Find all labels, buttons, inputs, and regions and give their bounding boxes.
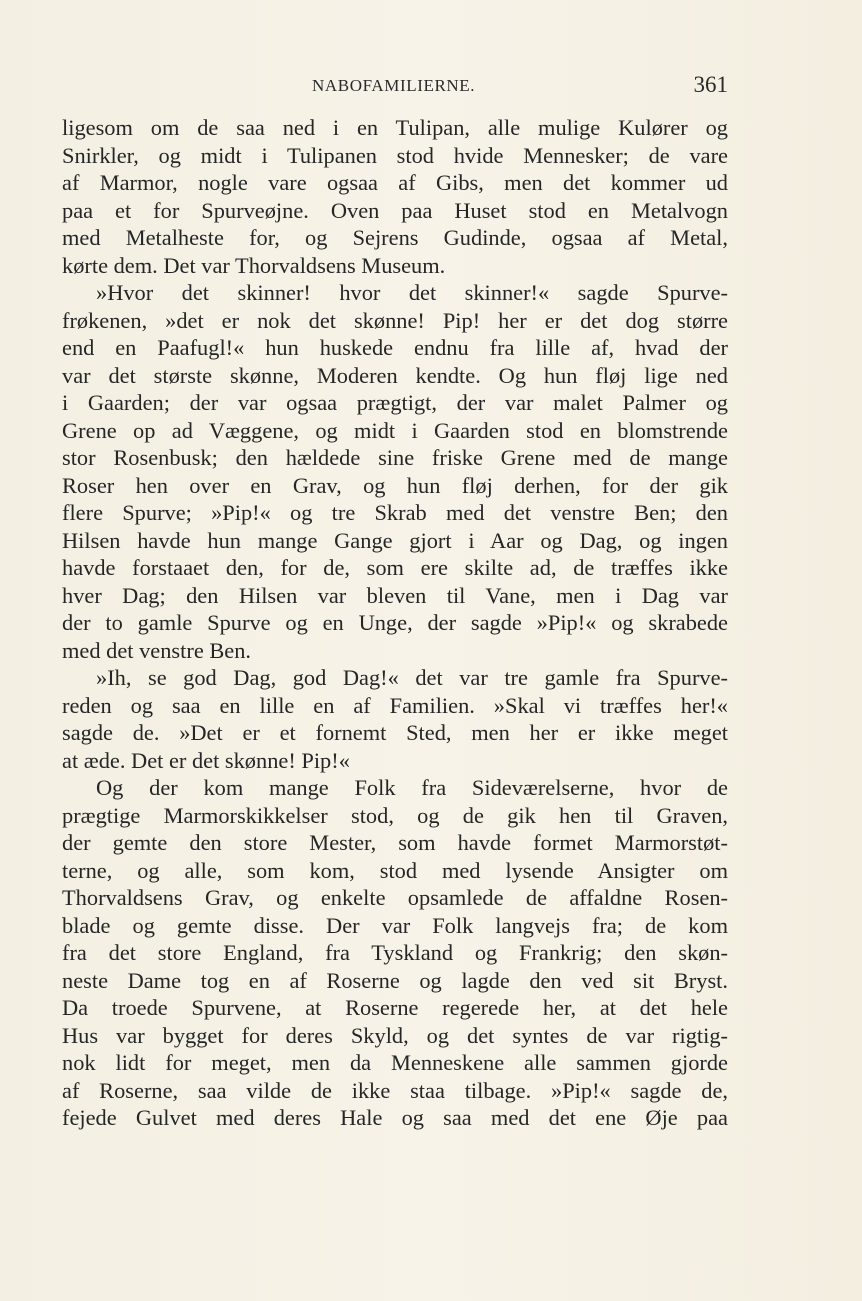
text-line: paa et for Spurveøjne. Oven paa Huset stod en Metalvogn bbox=[62, 197, 728, 223]
text-line: Roser hen over en Grav, og hun fløj derhen, for der gik bbox=[62, 472, 728, 498]
text-line: prægtige Marmorskikkelser stod, og de gik hen til Graven, bbox=[62, 802, 728, 828]
text-line: kørte dem. Det var Thorvaldsens Museum. bbox=[62, 252, 446, 278]
text-line: reden og saa en lille en af Familien. »Skal vi træffes her!« bbox=[62, 692, 728, 718]
text-line: Og der kom mange Folk fra Sideværelserne, hvor de bbox=[96, 775, 728, 800]
text-line: Hilsen havde hun mange Gange gjort i Aar og Dag, og ingen bbox=[62, 527, 728, 553]
text-line: af Marmor, nogle vare ogsaa af Gibs, men det kommer ud bbox=[62, 170, 728, 195]
body-text bbox=[62, 114, 728, 1132]
text-line: fejede Gulvet med deres Hale og saa med det ene Øje paa bbox=[62, 1105, 728, 1130]
page-number: 361 bbox=[693, 72, 728, 97]
text-line: hver Dag; den Hilsen var bleven til Vane, men i Dag var bbox=[62, 582, 728, 608]
text-line: at æde. Det er det skønne! Pip!« bbox=[62, 747, 350, 773]
text-line: flere Spurve; »Pip!« og tre Skrab med det venstre Ben; den bbox=[62, 500, 728, 525]
text-line: nok lidt for meget, men da Menneskene alle sammen gjorde bbox=[62, 1050, 728, 1075]
text-line: Thorvaldsens Grav, og enkelte opsamlede de affaldne Rosen- bbox=[62, 885, 728, 910]
text-line: frøkenen, »det er nok det skønne! Pip! her er det dog større bbox=[62, 307, 728, 333]
running-title: NABOFAMILIERNE. bbox=[312, 76, 476, 95]
page-header bbox=[62, 72, 728, 102]
text-line: terne, og alle, som kom, stod med lysende Ansigter om bbox=[62, 857, 728, 883]
text-line: der to gamle Spurve og en Unge, der sagde »Pip!« og skrabede bbox=[62, 610, 728, 635]
text-line: Hus var bygget for deres Skyld, og det syntes de var rigtig- bbox=[62, 1022, 728, 1048]
text-line: end en Paafugl!« hun huskede endnu fra lille af, hvad der bbox=[62, 335, 728, 360]
text-line: sagde de. »Det er et fornemt Sted, men her er ikke meget bbox=[62, 720, 728, 745]
text-line: fra det store England, fra Tyskland og Frankrig; den skøn- bbox=[62, 940, 728, 965]
text-line: neste Dame tog en af Roserne og lagde den ved sit Bryst. bbox=[62, 967, 728, 993]
text-line: havde forstaaet den, for de, som ere skilte ad, de træffes ikke bbox=[62, 555, 728, 580]
text-line: med det venstre Ben. bbox=[62, 637, 252, 663]
text-line: »Ih, se god Dag, god Dag!« det var tre gamle fra Spurve- bbox=[96, 665, 728, 690]
text-line: stor Rosenbusk; den hældede sine friske Grene med de mange bbox=[62, 445, 728, 470]
text-line: Snirkler, og midt i Tulipanen stod hvide Mennesker; de vare bbox=[62, 142, 728, 168]
text-line: Da troede Spurvene, at Roserne regerede her, at det hele bbox=[62, 995, 728, 1020]
text-line: Grene op ad Væggene, og midt i Gaarden stod en blomstrende bbox=[62, 417, 728, 443]
text-line: der gemte den store Mester, som havde formet Marmorstøt- bbox=[62, 830, 728, 855]
text-line: var det største skønne, Moderen kendte. Og hun fløj lige ned bbox=[62, 362, 728, 388]
text-line: med Metalheste for, og Sejrens Gudinde, ogsaa af Metal, bbox=[62, 225, 728, 250]
text-line: ligesom om de saa ned i en Tulipan, alle mulige Kulører og bbox=[62, 115, 728, 140]
text-line: i Gaarden; der var ogsaa prægtigt, der var malet Palmer og bbox=[62, 390, 728, 415]
text-line: »Hvor det skinner! hvor det skinner!« sagde Spurve- bbox=[96, 280, 728, 305]
text-line: af Roserne, saa vilde de ikke staa tilbage. »Pip!« sagde de, bbox=[62, 1077, 728, 1103]
text-line: blade og gemte disse. Der var Folk langvejs fra; de kom bbox=[62, 912, 728, 938]
